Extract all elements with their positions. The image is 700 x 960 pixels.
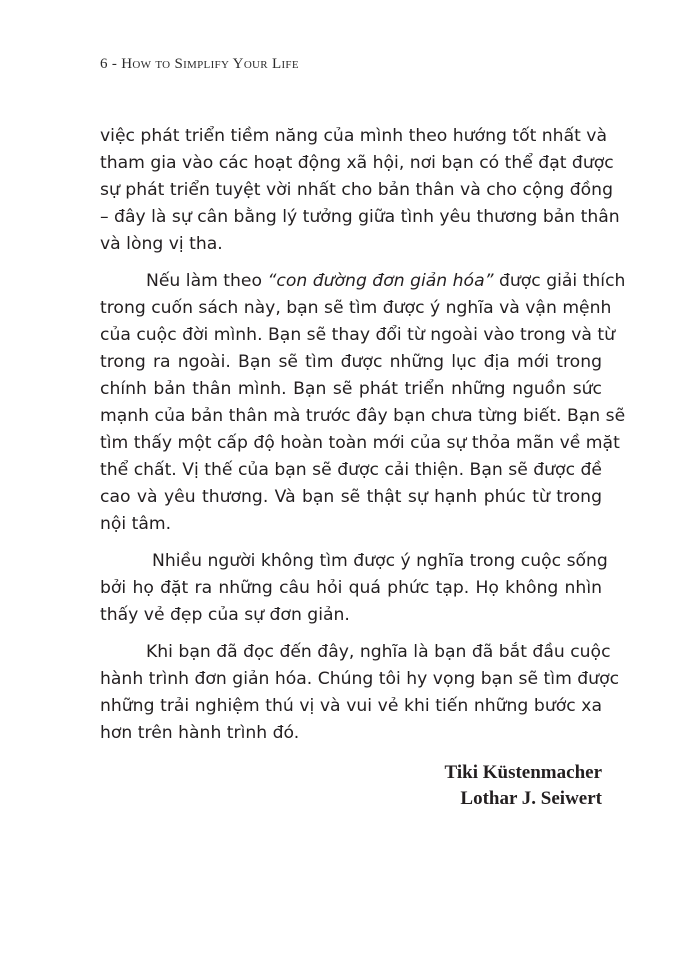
author-name: Tiki Küstenmacher xyxy=(444,762,602,783)
text-line: hành trình đơn giản hóa. Chúng tôi hy vọng bạn sẽ tìm được xyxy=(100,669,620,689)
text-line: của cuộc đời mình. Bạn sẽ thay đổi từ ngoài vào trong và từ xyxy=(100,325,616,345)
text-line xyxy=(100,268,626,295)
paragraph-1 xyxy=(100,123,620,258)
text-line: nội tâm. xyxy=(100,514,172,534)
author-signature xyxy=(445,760,602,812)
text-line: bởi họ đặt ra những câu hỏi quá phức tạp. Họ không nhìn xyxy=(100,578,602,598)
text-line: chính bản thân mình. Bạn sẽ phát triển những nguồn sức xyxy=(100,379,602,399)
text-run: được giải thích xyxy=(493,271,626,291)
text-line: những trải nghiệm thú vị và vui vẻ khi tiến những bước xa xyxy=(100,696,602,716)
text-line: tìm thấy một cấp độ hoàn toàn mới của sự thỏa mãn về mặt xyxy=(100,433,620,453)
page-number: 6 xyxy=(100,56,108,72)
running-header xyxy=(100,56,299,73)
text-line: cao và yêu thương. Và bạn sẽ thật sự hạnh phúc từ trong xyxy=(100,487,602,507)
text-line: – đây là sự cân bằng lý tưởng giữa tình yêu thương bản thân xyxy=(100,207,620,227)
text-line: thể chất. Vị thế của bạn sẽ được cải thiện. Bạn sẽ được đề xyxy=(100,460,602,480)
author-name: Lothar J. Seiwert xyxy=(460,788,602,809)
emphasized-phrase: “con đường đơn giản hóa” xyxy=(267,271,494,291)
text-line: thấy vẻ đẹp của sự đơn giản. xyxy=(100,605,350,625)
text-line: sự phát triển tuyệt vời nhất cho bản thân và cho cộng đồng xyxy=(100,180,613,200)
paragraph-3 xyxy=(100,548,608,629)
text-line: Khi bạn đã đọc đến đây, nghĩa là bạn đã bắt đầu cuộc xyxy=(146,642,611,662)
book-title: How to Simplify Your Life xyxy=(121,56,299,72)
text-line: tham gia vào các hoạt động xã hội, nơi bạn có thể đạt được xyxy=(100,153,614,173)
text-line: và lòng vị tha. xyxy=(100,234,223,254)
text-run: Nếu làm theo xyxy=(146,271,268,291)
text-line: trong ra ngoài. Bạn sẽ tìm được những lục địa mới trong xyxy=(100,352,602,372)
header-separator: - xyxy=(107,56,122,72)
text-line: mạnh của bản thân mà trước đây bạn chưa từng biết. Bạn sẽ xyxy=(100,406,626,426)
paragraph-4 xyxy=(100,639,620,747)
body-text xyxy=(100,123,626,757)
text-line: việc phát triển tiềm năng của mình theo hướng tốt nhất và xyxy=(100,126,608,146)
paragraph-2 xyxy=(100,268,626,538)
text-line: Nhiều người không tìm được ý nghĩa trong cuộc sống xyxy=(152,551,608,571)
text-line: trong cuốn sách này, bạn sẽ tìm được ý nghĩa và vận mệnh xyxy=(100,298,612,318)
text-line: hơn trên hành trình đó. xyxy=(100,723,300,743)
